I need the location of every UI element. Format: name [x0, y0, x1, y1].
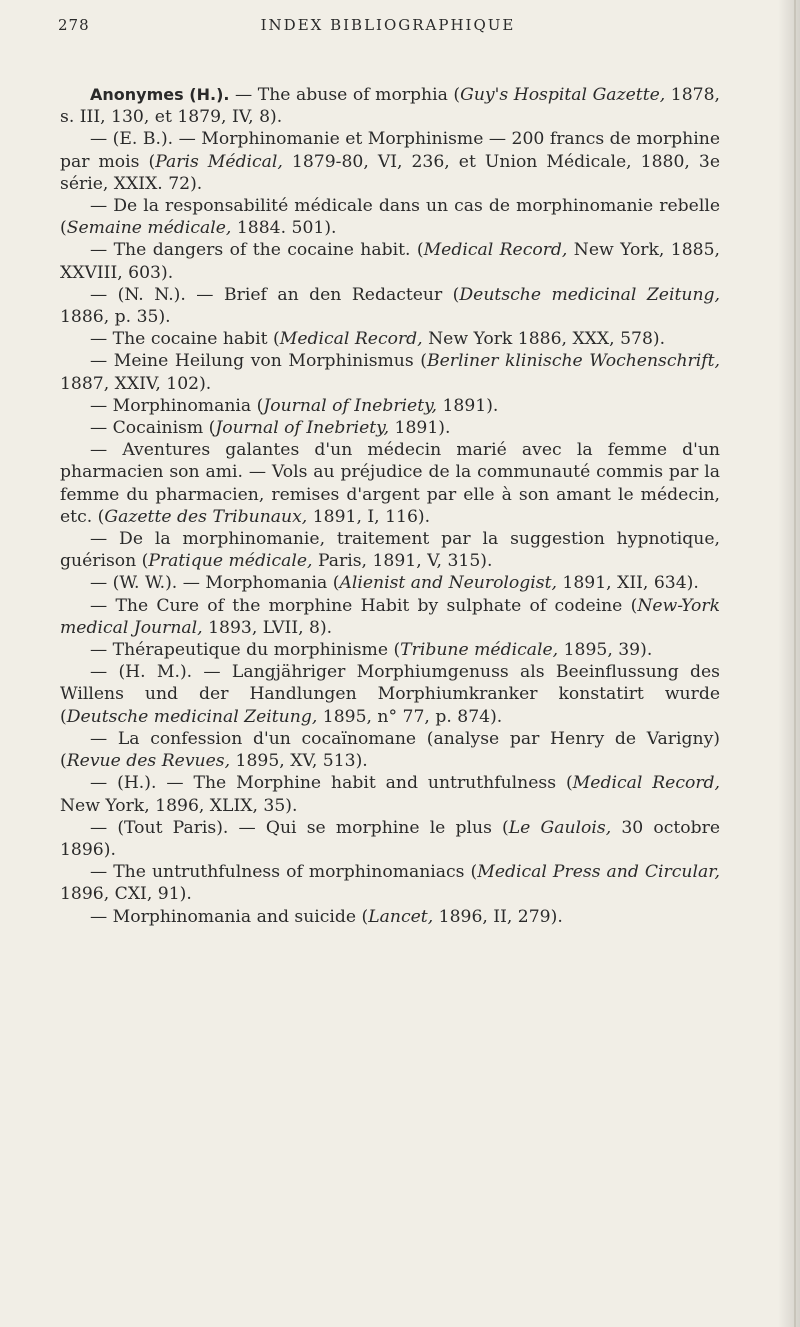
- entry-text: — Aventures galantes d'un médecin marié avec la femme d'un pharmacien son ami. — Vols au préjudice de la communauté commis par la femme du pharmacien, remises d'argent par elle à son amant le médecin, etc. (: [60, 440, 720, 527]
- entry-details: 1891).: [437, 395, 499, 416]
- bibliography-list: [60, 84, 720, 928]
- entry-details: Paris, 1891, V, 315).: [312, 551, 493, 572]
- entry-text: — (W. W.). — Morphomania (: [90, 573, 340, 594]
- entry-details: 1886, p. 35).: [60, 307, 171, 328]
- bibliography-entry: [60, 639, 720, 661]
- bibliography-entry: [60, 395, 720, 417]
- entry-text: — (H.). — The Morphine habit and untruthfulness (: [90, 773, 573, 794]
- page-edge-line: [794, 0, 796, 1327]
- bibliography-entry: [60, 595, 720, 639]
- entry-text: — De la morphinomanie, traitement par la suggestion hypnotique, guérison (: [60, 529, 720, 572]
- entry-source: Gazette des Tribunaux,: [104, 506, 308, 527]
- entry-text: — The dangers of the cocaine habit. (: [90, 240, 424, 261]
- entry-text: — The abuse of morphia (: [229, 85, 461, 105]
- entry-source: Guy's Hospital Gazette,: [460, 85, 666, 105]
- entry-source: Alienist and Neurologist,: [339, 573, 557, 594]
- running-header: [58, 16, 718, 40]
- bibliography-entry: [60, 772, 720, 816]
- entry-source: Revue des Revues,: [66, 751, 231, 772]
- bibliography-entry: [60, 861, 720, 905]
- entry-details: 1895, n° 77, p. 874).: [317, 706, 503, 727]
- bibliography-entry: [60, 572, 720, 594]
- bibliography-entry: [60, 817, 720, 861]
- entry-details: 30 octobre 1896).: [60, 817, 720, 860]
- bibliography-entry: [60, 661, 720, 728]
- entry-details: 1891, XII, 634).: [556, 573, 699, 594]
- entry-text: — (E. B.). — Morphinomanie et Morphinisme — 200 francs de morphine par mois (: [60, 129, 720, 172]
- bibliography-entry: [60, 128, 720, 195]
- entry-source: Medical Press and Circular,: [477, 862, 720, 883]
- entry-source: Deutsche medicinal Zeitung,: [66, 706, 318, 727]
- bibliography-entry: [60, 84, 720, 128]
- entry-text: — Cocainism (: [90, 418, 216, 439]
- bibliography-entry: [60, 195, 720, 239]
- bibliography-entry: [60, 728, 720, 772]
- entry-text: — (N. N.). — Brief an den Redacteur (: [90, 284, 460, 305]
- running-title: INDEX BIBLIOGRAPHIQUE: [260, 16, 516, 34]
- entry-details: 1891, I, 116).: [307, 506, 431, 527]
- entry-details: 1879-80, VI, 236, et Union Médicale, 1880, 3e série, XXIX. 72).: [60, 151, 721, 194]
- entry-details: 1893, LVII, 8).: [202, 617, 333, 638]
- entry-source: Semaine médicale,: [66, 218, 232, 239]
- entry-source: Medical Record,: [572, 773, 721, 794]
- entry-author: Anonymes (H.).: [90, 85, 230, 104]
- entry-source: Lancet,: [368, 906, 434, 927]
- entry-details: New York, 1896, XLIX, 35).: [60, 795, 298, 816]
- entry-text: — Thérapeutique du morphinisme (: [90, 640, 401, 661]
- entry-text: — La confession d'un cocaïnomane (analyse par Henry de Varigny) (: [60, 728, 720, 772]
- entry-text: — (H. M.). — Langjähriger Morphiumgenuss als Beeinflussung des Willens und der Handlungen Morphiumkranker konstatirt wurde (: [60, 662, 720, 727]
- entry-details: 1884. 501).: [231, 218, 337, 239]
- entry-source: Paris Médical,: [155, 151, 283, 172]
- bibliography-entry: [60, 350, 720, 394]
- entry-details: 1895, XV, 513).: [230, 751, 368, 772]
- entry-details: New York, 1885, XXVIII, 603).: [60, 240, 720, 283]
- bibliography-entry: [60, 328, 720, 350]
- entry-source: Journal of Inebriety,: [215, 418, 390, 439]
- entry-details: New York 1886, XXX, 578).: [422, 329, 666, 350]
- entry-text: — Meine Heilung von Morphinismus (: [90, 351, 427, 372]
- entry-source: Berliner klinische Wochenschrift,: [426, 351, 720, 372]
- entry-source: Le Gaulois,: [508, 817, 612, 838]
- entry-source: Pratique médicale,: [148, 551, 313, 572]
- entry-source: Tribune médicale,: [400, 640, 559, 661]
- entry-source: New-York medical Journal,: [60, 595, 720, 638]
- entry-text: — Morphinomania and suicide (: [90, 906, 369, 927]
- entry-details: 1896, CXI, 91).: [60, 884, 192, 905]
- bibliography-entry: [60, 528, 720, 572]
- entry-source: Medical Record,: [423, 240, 568, 261]
- entry-text: — Morphinomania (: [90, 395, 264, 416]
- bibliography-entry: [60, 439, 720, 528]
- page-edge-shadow: [778, 0, 800, 1327]
- entry-source: Deutsche medicinal Zeitung,: [459, 284, 720, 305]
- bibliography-entry: [60, 239, 720, 283]
- entry-text: — The Cure of the morphine Habit by sulphate of codeine (: [90, 595, 638, 616]
- bibliography-entry: [60, 906, 720, 928]
- entry-text: — The untruthfulness of morphinomaniacs (: [90, 862, 478, 883]
- page-number: 278: [58, 16, 90, 34]
- entry-text: — De la responsabilité médicale dans un cas de morphinomanie rebelle (: [60, 196, 720, 239]
- entry-details: 1878, s. III, 130, et 1879, IV, 8).: [60, 85, 721, 128]
- entry-details: 1891).: [389, 418, 451, 439]
- entry-text: — (Tout Paris). — Qui se morphine le plus (: [90, 817, 509, 838]
- bibliography-entry: [60, 417, 720, 439]
- bibliography-entry: [60, 284, 720, 328]
- entry-details: 1887, XXIV, 102).: [60, 373, 212, 394]
- entry-text: — The cocaine habit (: [90, 329, 280, 350]
- entry-details: 1896, II, 279).: [433, 906, 563, 927]
- entry-source: Journal of Inebriety,: [263, 395, 438, 416]
- entry-source: Medical Record,: [279, 329, 423, 350]
- entry-details: 1895, 39).: [558, 640, 653, 661]
